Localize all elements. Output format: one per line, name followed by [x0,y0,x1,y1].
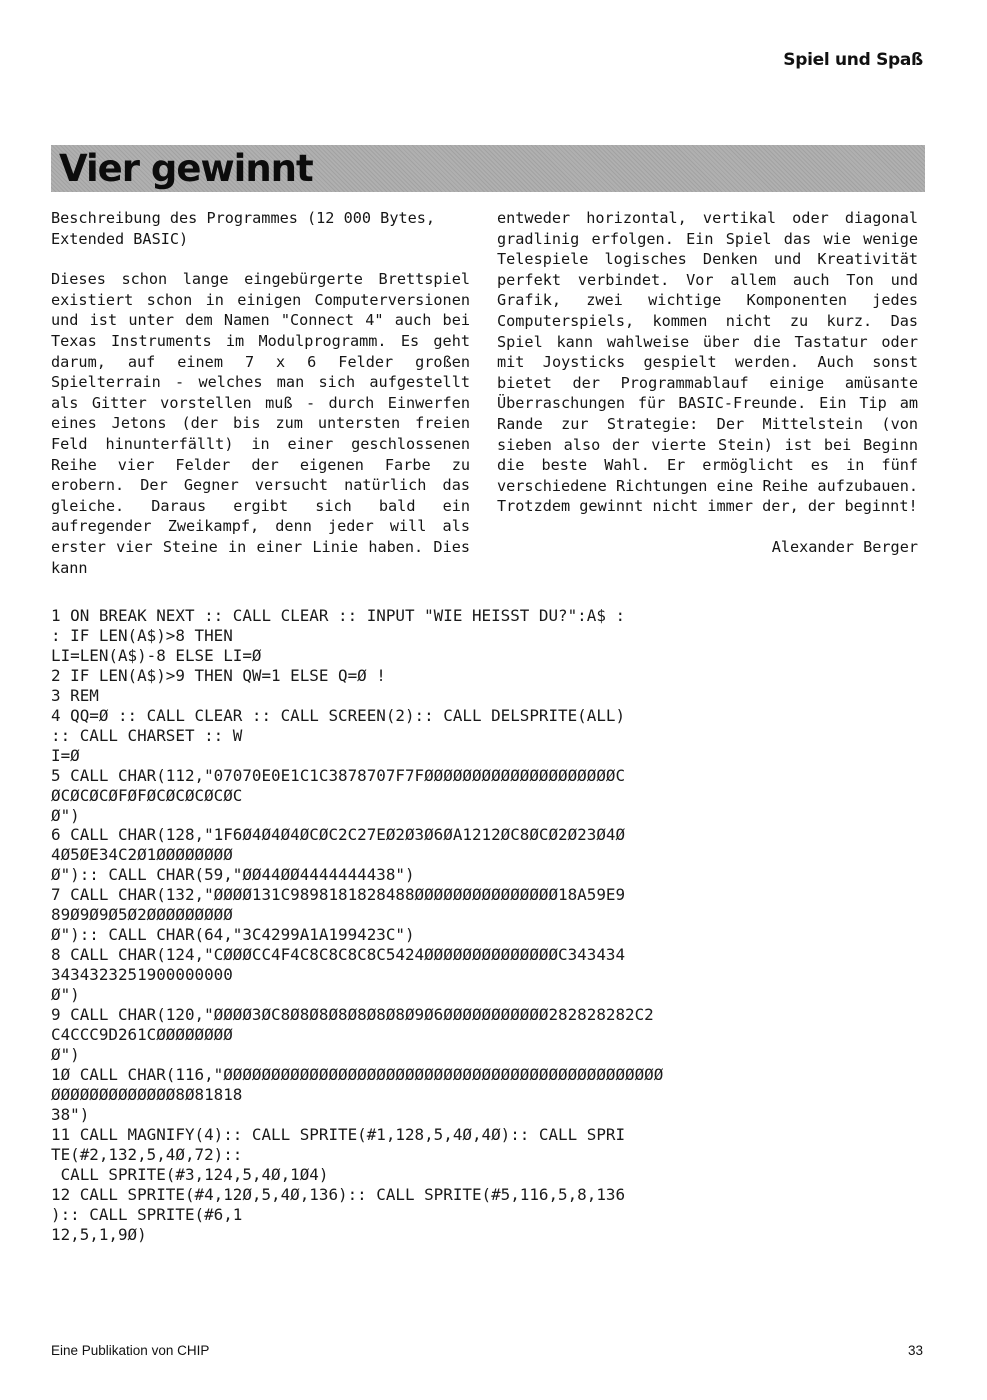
code-line: ØØØØØØØØØØØØØ8Ø81818 [51,1084,243,1104]
code-line: Ø"):: CALL CHAR(59,"ØØ44ØØ4444444438") [51,865,415,885]
code-line: 11 CALL MAGNIFY(4):: CALL SPRITE(#1,128,5,4Ø,4Ø):: CALL SPRI [51,1124,626,1144]
code-line: 2 IF LEN(A$)>9 THEN QW=1 ELSE Q=Ø ! [51,665,386,685]
code-line: 38") [51,1104,90,1124]
right-column [497,208,918,558]
code-line: TE(#2,132,5,4Ø,72):: [51,1144,243,1164]
code-line: C4CCC9D261CØØØØØØØØ [51,1025,233,1045]
code-line: Ø"):: CALL CHAR(64,"3C4299A1A199423C") [51,925,415,945]
left-column [51,208,470,578]
page-number: 33 [907,1343,923,1358]
code-line: 7 CALL CHAR(132,"ØØØØ131C9898181828488ØØØØØØØØØØØØØØØ18A59E9 [51,885,626,905]
section-label: Spiel und Spaß [783,50,923,70]
code-line: 3434323251900000000 [51,965,233,985]
right-column-paragraph: entweder horizontal, vertikal oder diagonal gradlinig erfolgen. Ein Spiel das wie wenige Telespiele logisches Denken und Kreativität perfekt verbindet. Vor allem auch Ton und Grafik, zwei wichtige Komponenten jedes Computerspiels, kommen nicht zu kurz. Das Spiel kann wahlweise über die Tastatur oder mit Joysticks gespielt werden. Auch sonst bietet der Programmablauf einige amüsante Überraschungen für BASIC-Freunde. Ein Tip am Rande zur Strategie: Der Mittelstein (von sieben also der vierte Stein) ist bei Beginn die beste Wahl. Er ermöglicht es in fünf verschiedene Richtungen eine Reihe aufzubauen. Trotzdem gewinnt nicht immer der, der beginnt! [497,209,918,516]
code-line: 4 QQ=Ø :: CALL CLEAR :: CALL SCREEN(2):: CALL DELSPRITE(ALL) [51,705,626,725]
code-line: 12 CALL SPRITE(#4,12Ø,5,4Ø,136):: CALL SPRITE(#5,116,5,8,136 [51,1184,626,1204]
code-line: ):: CALL SPRITE(#6,1 [51,1204,243,1224]
code-line: ØCØCØCØFØFØCØCØCØCØC [51,785,243,805]
code-line: 89Ø9Ø9Ø5Ø2ØØØØØØØØØ [51,905,233,925]
code-line: : IF LEN(A$)>8 THEN [51,625,233,645]
code-line: Ø") [51,985,80,1005]
code-line: 8 CALL CHAR(124,"CØØØCC4F4C8C8C8C8C5424ØØØØØØØØØØØØØØC343434 [51,945,626,965]
author-name: Alexander Berger [771,537,918,556]
code-line: 1 ON BREAK NEXT :: CALL CLEAR :: INPUT "WIE HEISST DU?":A$ : [51,606,626,625]
code-line: 3 REM [51,685,99,705]
code-line: :: CALL CHARSET :: W [51,725,243,745]
basic-code-listing [51,606,921,1245]
left-column-paragraph: Dieses schon lange eingebürgerte Brettspiel existiert schon in einigen Computerversionen und ist unter dem Namen "Connect 4" auch bei Texas Instruments im Modulprogramm. Es geht darum, auf einem 7 x 6 Felder großen Spielterrain - welches man sich aufgestellt als Gitter vorstellen muß - durch Einwerfen eines Jetons (der bis zum untersten freien Feld hinunterfällt) in einer geschlossenen Reihe vier Felder der eigenen Farbe zu erobern. Der Gegner versucht natürlich das gleiche. Daraus ergibt sich bald ein aufregender Zweikampf, denn jeder will als erster vier Steine in einer Linie haben. Dies kann [51,270,470,577]
code-line: LI=LEN(A$)-8 ELSE LI=Ø [51,645,262,665]
code-line: Ø") [51,805,80,825]
code-line: CALL SPRITE(#3,124,5,4Ø,1Ø4) [51,1164,329,1184]
code-line: 6 CALL CHAR(128,"1F6Ø4Ø4Ø4ØCØC2C27EØ2Ø3Ø6ØA1212ØC8ØCØ2Ø23Ø4Ø [51,825,626,845]
title-bar [51,145,925,192]
code-line: Ø") [51,1044,80,1064]
code-line: 12,5,1,9Ø) [51,1224,147,1244]
program-description: Beschreibung des Programmes (12 000 Bytes, Extended BASIC) [51,209,436,248]
article-title: Vier gewinnt [59,147,313,190]
code-line: 4Ø5ØE34C2Ø1ØØØØØØØØ [51,845,233,865]
code-line: I=Ø [51,745,80,765]
footer-publication: Eine Publikation von CHIP [51,1343,210,1358]
code-line: 5 CALL CHAR(112,"07070E0E1C1C3878707F7FØØØØØØØØØØØØØØØØØØØØC [51,765,626,785]
code-line: 9 CALL CHAR(120,"ØØØØ3ØC8Ø8Ø8Ø8Ø8Ø8Ø8Ø9Ø6ØØØØØØØØØØØ282828282C2 [51,1005,654,1025]
code-line: 1Ø CALL CHAR(116,"ØØØØØØØØØØØØØØØØØØØØØØØØØØØØØØØØØØØØØØØØØØØØØØ [51,1064,664,1084]
